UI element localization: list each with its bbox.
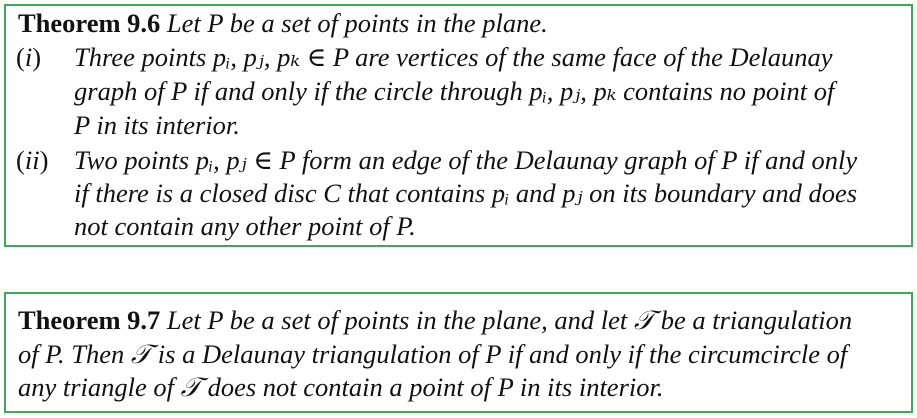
theorem-9-7-heading: Theorem 9.7: [18, 305, 161, 335]
theorem-9-6-intro: Let P be a set of points in the plane.: [166, 8, 548, 38]
theorem-9-6-heading: Theorem 9.6: [18, 8, 161, 38]
item-i-line-1: Three points pᵢ, pⱼ, pₖ ∈ P are vertices of the same face of the Delaunay: [74, 42, 833, 72]
theorem-9-7-line-2: of P. Then 𝒯 is a Delaunay triangulation of P if and only if the circumcircle of: [18, 339, 848, 369]
item-ii-line-2: if there is a closed disc C that contains pᵢ and pⱼ on its boundary and does: [74, 178, 858, 208]
item-i-line-3: P in its interior.: [74, 110, 240, 140]
item-i-label: (i): [16, 42, 42, 72]
item-ii-line-3: not contain any other point of P.: [74, 211, 416, 241]
theorem-9-7-line-3: any triangle of 𝒯 does not contain a point of P in its interior.: [18, 372, 664, 402]
item-ii-line-1: Two points pᵢ, pⱼ ∈ P form an edge of the Delaunay graph of P if and only: [74, 145, 858, 175]
theorem-9-6-first-line: [18, 8, 548, 38]
theorem-9-7-line-1: [18, 305, 852, 335]
item-i-line-2: graph of P if and only if the circle through pᵢ, pⱼ, pₖ contains no point of: [74, 76, 835, 106]
item-ii-label: (ii): [16, 145, 49, 175]
theorem-9-7-box: [4, 292, 913, 413]
theorem-9-7-text-1: Let P be a set of points in the plane, and let 𝒯 be a triangulation: [166, 305, 853, 335]
theorem-9-6-box: [4, 4, 913, 247]
